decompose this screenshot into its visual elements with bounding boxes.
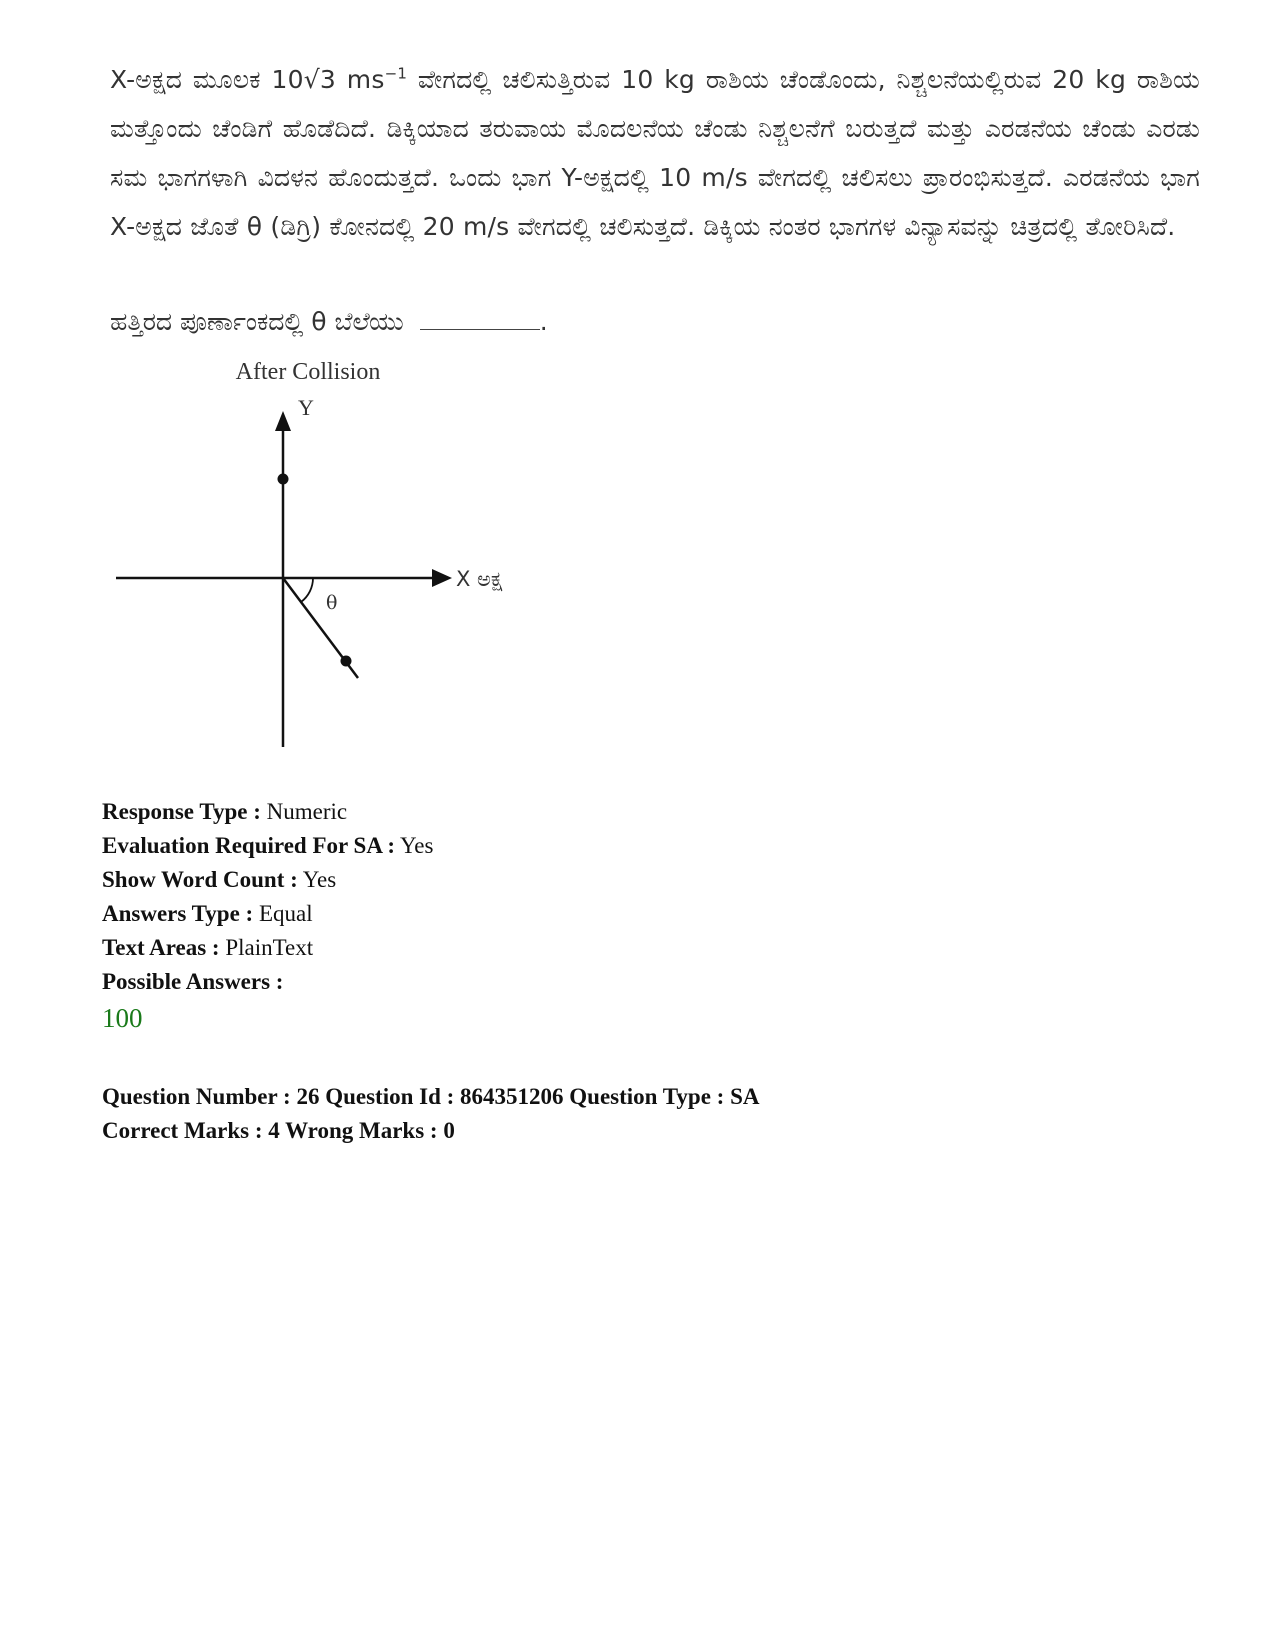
evaluation-row xyxy=(102,829,433,863)
evaluation-label: Evaluation Required For SA : xyxy=(102,833,396,858)
question-paragraph xyxy=(110,55,1200,251)
response-type-label: Response Type : xyxy=(102,799,261,824)
possible-answer-value: 100 xyxy=(102,1003,143,1033)
fragment-theta-point xyxy=(341,656,352,667)
collision-diagram xyxy=(100,355,540,795)
possible-answers-row xyxy=(102,965,433,999)
question-number-line: Question Number : 26 Question Id : 864351206 Question Type : SA xyxy=(102,1084,760,1109)
question-text-part1: X-ಅಕ್ಷದ ಮೂಲಕ 10√3 ms xyxy=(110,65,385,94)
angle-arc xyxy=(301,578,313,602)
answers-type-label: Answers Type : xyxy=(102,901,254,926)
evaluation-value: Yes xyxy=(400,833,434,858)
answers-type-value: Equal xyxy=(258,901,313,926)
text-areas-row xyxy=(102,931,433,965)
x-axis-arrow xyxy=(432,569,452,587)
y-axis-label: Y xyxy=(298,395,314,420)
word-count-row xyxy=(102,863,433,897)
next-question-info xyxy=(102,1080,760,1148)
diagram-title: After Collision xyxy=(235,359,381,385)
marks-line: Correct Marks : 4 Wrong Marks : 0 xyxy=(102,1118,455,1143)
answers-type-row xyxy=(102,897,433,931)
question-text-part2: ವೇಗದಲ್ಲಿ ಚಲಿಸುತ್ತಿರುವ 10 kg ರಾಶಿಯ ಚೆಂಡೊಂದು, ನಿಶ್ಚಲನೆಯಲ್ಲಿರುವ 20 kg ರಾಶಿಯ ಮತ್ತೊಂದು ಚೆಂಡಿಗೆ ಹೊಡೆದಿದೆ. ಡಿಕ್ಕಿಯಾದ ತರುವಾಯ ಮೊದಲನೆಯ ಚೆಂಡು ನಿಶ್ಚಲನೆಗೆ ಬರುತ್ತದೆ ಮತ್ತು ಎರಡನೆಯ ಚೆಂಡು ಎರಡು ಸಮ ಭಾಗಗಳಾಗಿ ವಿದಳನ ಹೊಂದುತ್ತದೆ. ಒಂದು ಭಾಗ Y-ಅಕ್ಷದಲ್ಲಿ 10 m/s ವೇಗದಲ್ಲಿ ಚಲಿಸಲು ಪ್ರಾರಂಭಿಸುತ್ತದೆ. ಎರಡನೆಯ ಭಾಗ X-ಅಕ್ಷದ ಜೊತೆ θ (ಡಿಗ್ರಿ) ಕೋನದಲ್ಲಿ 20 m/s ವೇಗದಲ್ಲಿ ಚಲಿಸುತ್ತದೆ. ಡಿಕ್ಕಿಯ ನಂತರ ಭಾಗಗಳ ವಿನ್ಯಾಸವನ್ನು ಚಿತ್ರದಲ್ಲಿ ತೋರಿಸಿದೆ. xyxy=(110,65,1200,241)
question-prompt-text: ಹತ್ತಿರದ ಪೂರ್ಣಾಂಕದಲ್ಲಿ θ ಬೆಲೆಯು xyxy=(110,307,404,336)
angle-label: θ xyxy=(326,592,338,614)
question-prompt-end: . xyxy=(539,307,548,336)
fragment-y-point xyxy=(278,474,289,485)
y-axis-arrow xyxy=(275,411,291,431)
answer-blank xyxy=(420,307,540,330)
text-areas-label: Text Areas : xyxy=(102,935,220,960)
question-metadata xyxy=(102,795,433,999)
word-count-value: Yes xyxy=(302,867,337,892)
x-axis-label: X ಅಕ್ಷ xyxy=(456,567,503,591)
question-image xyxy=(100,55,1210,790)
text-areas-value: PlainText xyxy=(225,935,314,960)
word-count-label: Show Word Count : xyxy=(102,867,298,892)
response-type-value: Numeric xyxy=(266,799,348,824)
possible-answers-label: Possible Answers : xyxy=(102,969,284,994)
question-prompt xyxy=(110,307,548,337)
response-type-row xyxy=(102,795,433,829)
question-text-superscript: −1 xyxy=(384,64,408,83)
